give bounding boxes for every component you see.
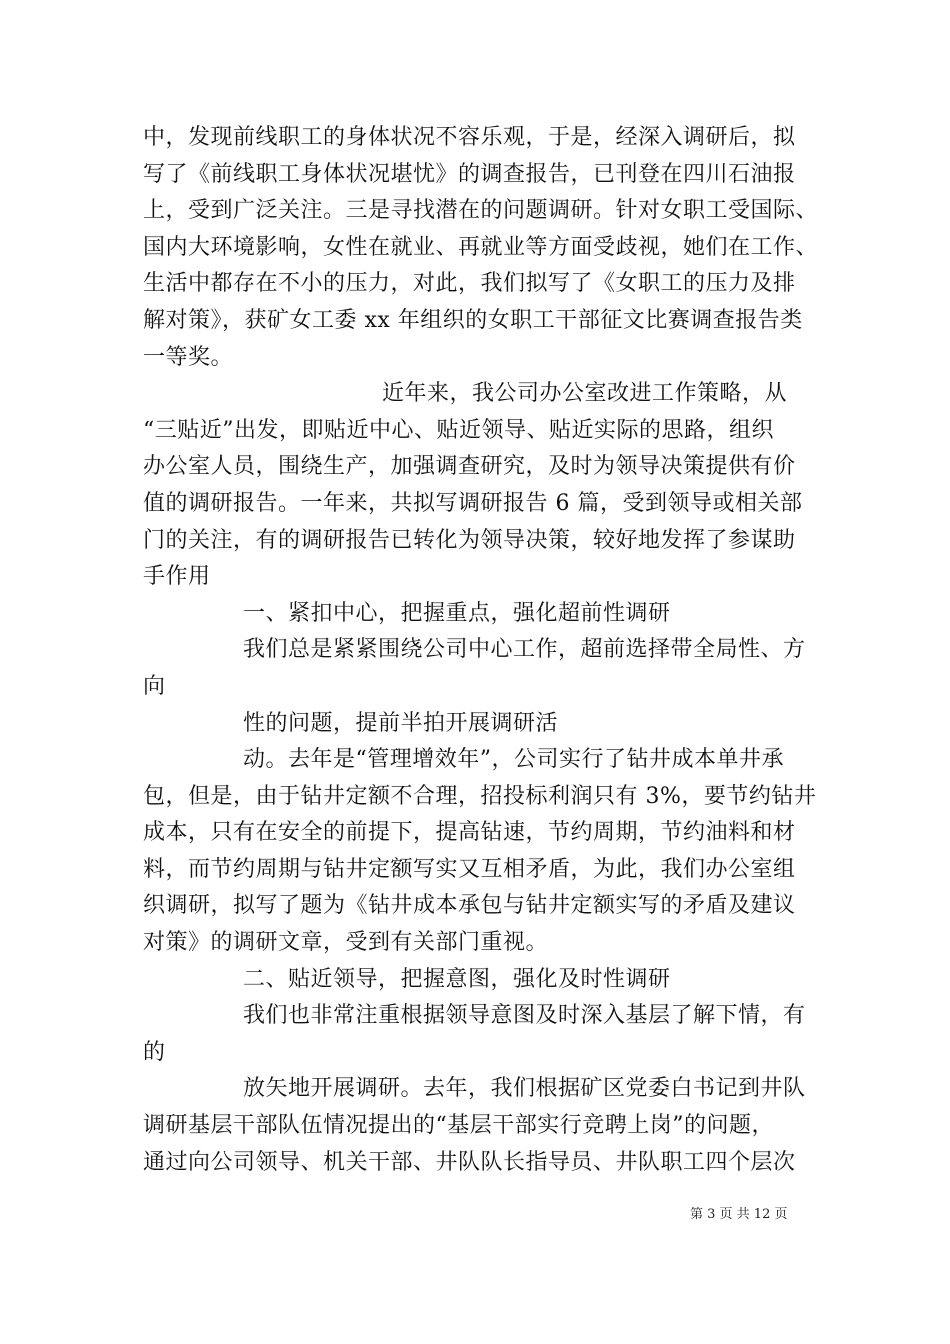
text-line: 办公室人员，围绕生产，加强调查研究，及时为领导决策提供有价 [143,454,796,480]
text-line: 织调研，拟写了题为《钻井成本承包与钻井定额实写的矛盾及建议 [143,893,796,919]
body-text [143,120,819,1181]
section-heading: 一、紧扣中心，把握重点，强化超前性调研 [243,600,671,626]
text-line: 上，受到广泛关注。三是寻找潜在的问题调研。针对女职工受国际、 [143,198,819,224]
text-line: 国内大环境影响，女性在就业、再就业等方面受歧视，她们在工作、 [143,234,819,260]
text-line: 包，但是，由于钻井定额不合理，招投标利润只有 3%，要节约钻井 [143,783,817,809]
text-line: 生活中都存在不小的压力，对此，我们拟写了《女职工的压力及排 [143,271,796,297]
text-line: 的 [143,1039,166,1065]
text-line: 放矢地开展调研。去年，我们根据矿区党委白书记到井队 [243,1076,806,1102]
text-line: 手作用 [143,564,211,590]
text-line: 门的关注，有的调研报告已转化为领导决策，较好地发挥了参谋助 [143,527,796,553]
text-line: 我们也非常注重根据领导意图及时深入基层了解下情，有 [243,1003,806,1029]
text-line: 通过向公司领导、机关干部、井队队长指导员、井队职工四个层次 [143,1149,796,1175]
text-line: 解对策》，获矿女工委 xx 年组织的女职工干部征文比赛调查报告类 [143,307,803,333]
text-line: 对策》的调研文章，受到有关部门重视。 [143,930,549,956]
section-heading: 二、贴近领导，把握意图，强化及时性调研 [243,966,671,992]
text-line: 值的调研报告。一年来，共拟写调研报告 6 篇，受到领导或相关部 [143,490,803,516]
text-line: 成本，只有在安全的前提下，提高钻速，节约周期，节约油料和材 [143,820,796,846]
text-line: 料，而节约周期与钻井定额写实又互相矛盾，为此，我们办公室组 [143,856,796,882]
text-line: 性的问题，提前半拍开展调研活 [243,710,559,736]
text-line: 向 [143,673,166,699]
text-line: 一等奖。 [143,344,234,370]
text-line: 我们总是紧紧围绕公司中心工作，超前选择带全局性、方 [243,637,806,663]
text-line: 写了《前线职工身体状况堪忧》的调查报告，已刊登在四川石油报 [143,161,796,187]
text-line: 近年来，我公司办公室改进工作策略，从 [382,381,788,407]
page-number-footer: 第 3 页 共 12 页 [690,1207,788,1222]
text-line: “三贴近”出发，即贴近中心、贴近领导、贴近实际的思路，组织 [143,417,774,443]
text-line: 动。去年是“管理增效年”，公司实行了钻井成本单井承 [243,747,784,773]
text-line: 调研基层干部队伍情况提出的“基层干部实行竞聘上岗”的问题， [143,1113,774,1139]
text-line: 中，发现前线职工的身体状况不容乐观，于是，经深入调研后，拟 [143,125,796,150]
